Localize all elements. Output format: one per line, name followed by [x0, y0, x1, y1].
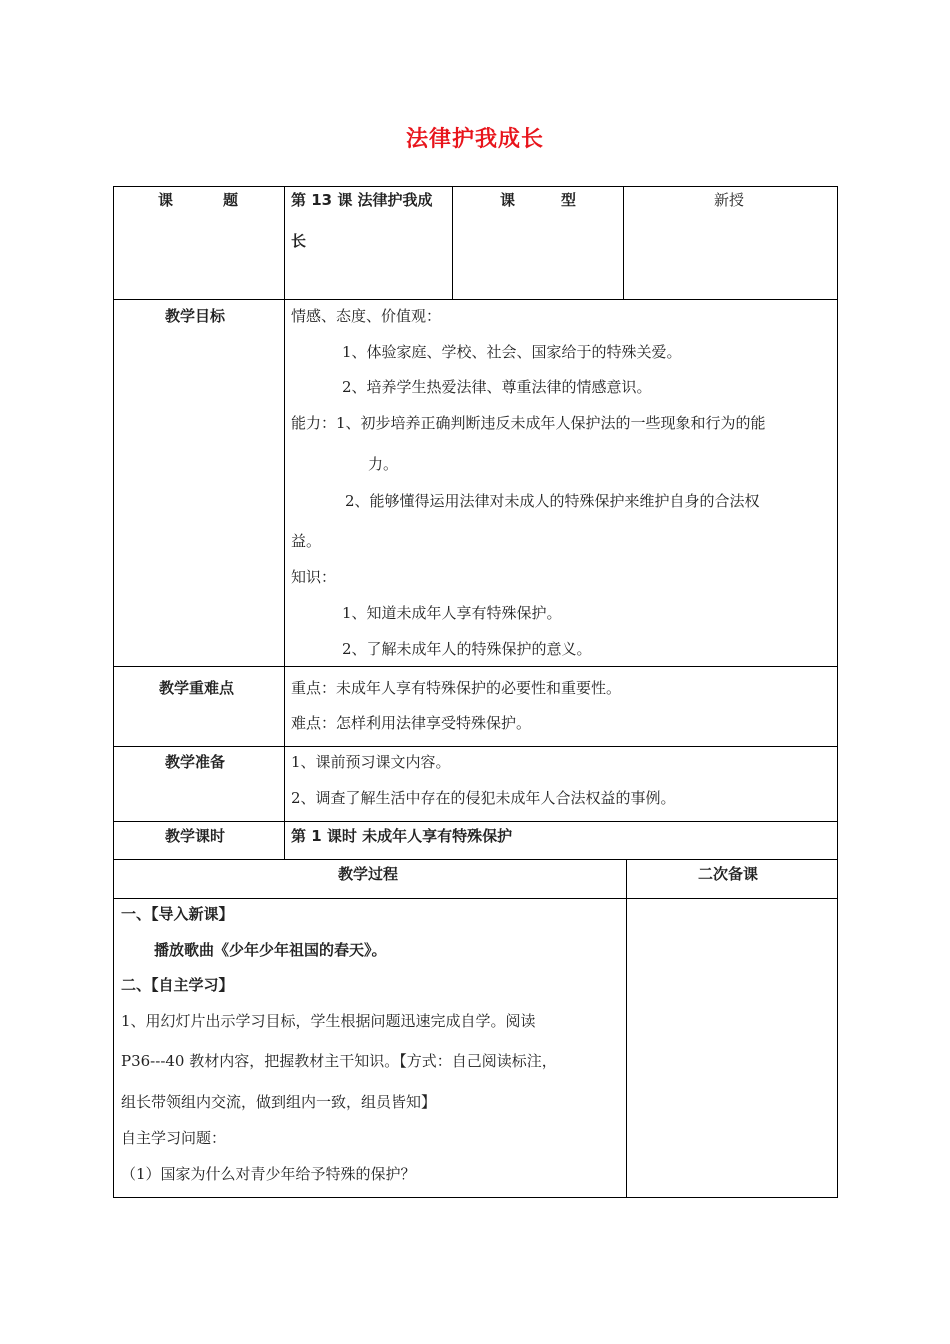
goals-label: 教学目标 [165, 307, 226, 325]
goals-line: 情感、态度、价值观： [291, 307, 442, 325]
goals-line: 2、培养学生热爱法律、尊重法律的情感意识。 [342, 378, 652, 396]
goals-line: 力。 [368, 455, 399, 473]
preparation-line: 1、课前预习课文内容。 [291, 753, 451, 771]
process-header: 教学过程 [338, 865, 399, 883]
goals-line: 能力：1、初步培养正确判断违反未成年人保护法的一些现象和行为的能 [291, 414, 766, 432]
process-line: 自主学习问题： [121, 1129, 227, 1147]
period-value: 第 1 课时 未成年人享有特殊保护 [291, 827, 513, 845]
topic-value-line1: 第 13 课 法律护我成 [291, 191, 433, 209]
goals-line: 益。 [291, 532, 322, 550]
topic-value-line2: 长 [291, 232, 307, 250]
type-label: 课 型 [500, 191, 576, 209]
goals-line: 2、能够懂得运用法律对未成人的特殊保护来维护自身的合法权 [345, 492, 760, 510]
goals-line: 1、知道未成年人享有特殊保护。 [342, 604, 562, 622]
type-value: 新授 [714, 191, 745, 209]
period-label: 教学课时 [165, 827, 226, 845]
preparation-line: 2、调查了解生活中存在的侵犯未成年人合法权益的事例。 [291, 789, 676, 807]
key-point-line: 难点：怎样利用法律享受特殊保护。 [291, 714, 532, 732]
process-line: 二、【自主学习】 [121, 976, 234, 994]
key-point-line: 重点：未成年人享有特殊保护的必要性和重要性。 [291, 679, 622, 697]
second-prep-header: 二次备课 [698, 865, 759, 883]
process-line: 一、【导入新课】 [121, 905, 234, 923]
process-line: 1、用幻灯片出示学习目标，学生根据问题迅速完成自学。阅读 [121, 1012, 536, 1030]
process-line: 播放歌曲《少年少年祖国的春天》。 [154, 941, 387, 959]
preparation-label: 教学准备 [165, 753, 226, 771]
goals-line: 知识： [291, 568, 337, 586]
process-line: （1）国家为什么对青少年给予特殊的保护？ [121, 1165, 416, 1183]
topic-label: 课 题 [158, 191, 238, 209]
goals-line: 1、体验家庭、学校、社会、国家给于的特殊关爱。 [342, 343, 682, 361]
process-line: P36---40 教材内容，把握教材主干知识。【方式：自己阅读标注， [121, 1052, 557, 1070]
document-title: 法律护我成长 [405, 127, 544, 152]
goals-line: 2、了解未成年人的特殊保护的意义。 [342, 640, 592, 658]
key-points-label: 教学重难点 [159, 679, 235, 697]
process-line: 组长带领组内交流，做到组内一致，组员皆知】 [121, 1093, 437, 1111]
